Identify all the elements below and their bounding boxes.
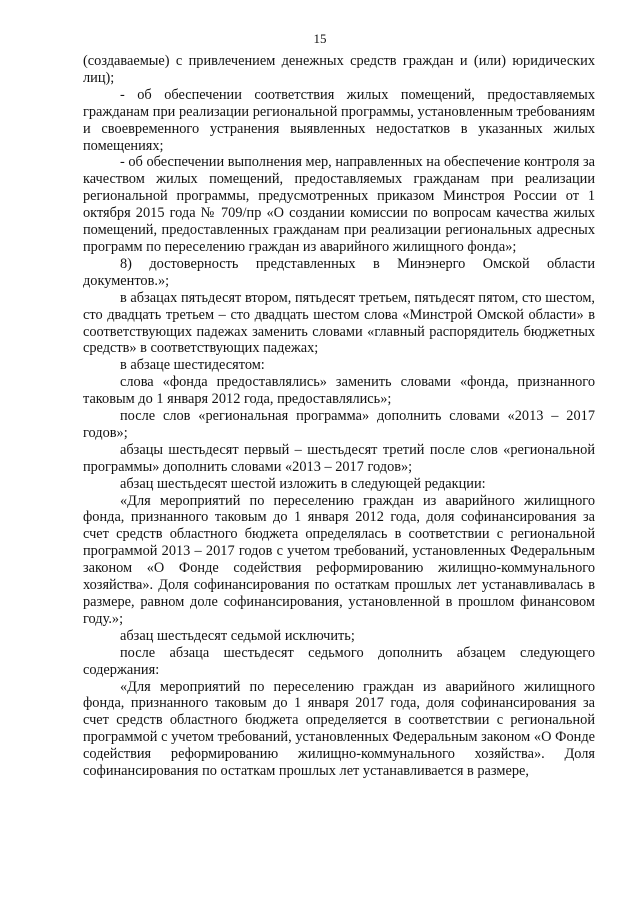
paragraph: абзац шестьдесят седьмой исключить; bbox=[120, 627, 355, 644]
paragraph: 8) достоверность представленных в Минэнерго Омской области документов.»; bbox=[83, 255, 595, 289]
paragraph: абзацы шестьдесят первый – шестьдесят третий после слов «региональной программы» дополнить словами «2013 – 2017 годов»; bbox=[83, 441, 595, 475]
body-text bbox=[83, 53, 595, 780]
paragraph: абзац шестьдесят шестой изложить в следующей редакции: bbox=[120, 475, 486, 492]
paragraph: слова «фонда предоставлялись» заменить словами «фонда, признанного таковым до 1 января 2012 года, предоставлялись»; bbox=[83, 374, 595, 408]
paragraph: после слов «региональная программа» дополнить словами «2013 – 2017 годов»; bbox=[83, 408, 595, 441]
page-number: 15 bbox=[313, 31, 327, 46]
paragraph: - об обеспечении выполнения мер, направленных на обеспечение контроля за качеством жилых помещений, предоставляемых гражданам при реализации региональной программы, предусмотренных приказом Минстроя России от 1 октября 2015 года № 709/пр «О создании комиссии по вопросам качества жилых помещений, предоставленных гражданам при реализации региональных адресных программ по переселению граждан из аварийного жилищного фонда»; bbox=[83, 154, 595, 255]
paragraph: «Для мероприятий по переселению граждан из аварийного жилищного фонда, признанного таковым до 1 января 2017 года, доля софинансирования за счет средств областного бюджета определяется в соответствии с региональной программой с учетом требований, установленных Федеральным законом «О Фонде содействия реформированию жилищно-коммунального хозяйства». Доля софинансирования по остаткам прошлых лет устанавливается в размере, bbox=[83, 678, 595, 780]
paragraph: в абзаце шестидесятом: bbox=[120, 357, 265, 374]
paragraph: - об обеспечении соответствия жилых помещений, предоставляемых гражданам при реализации региональной программы, установленным требованиям и своевременного устранения выявленных недостатков в указанных жилых помещениях; bbox=[83, 86, 595, 154]
paragraph: после абзаца шестьдесят седьмого дополнить абзацем следующего содержания: bbox=[83, 644, 595, 678]
paragraph: в абзацах пятьдесят втором, пятьдесят третьем, пятьдесят пятом, сто шестом, сто двадцать третьем – сто двадцать шестом слова «Минстрой Омской области» в соответствующих падежах заменить словами «главный распорядитель бюджетных средств» в соответствующих падежах; bbox=[83, 289, 595, 357]
paragraph: «Для мероприятий по переселению граждан из аварийного жилищного фонда, признанного таковым до 1 января 2012 года, доля софинансирования за счет средств областного бюджета определялась в соответствии с региональной программой 2013 – 2017 годов с учетом требований, установленных Федеральным законом «О Фонде содействия реформированию жилищно-коммунального хозяйства». Доля софинансирования по остаткам прошлых лет устанавливалась в размере, равном доле софинансирования, установленной в прошлом финансовом году.»; bbox=[83, 492, 595, 627]
paragraph: (создаваемые) с привлечением денежных средств граждан и (или) юридических лиц); bbox=[83, 53, 595, 86]
